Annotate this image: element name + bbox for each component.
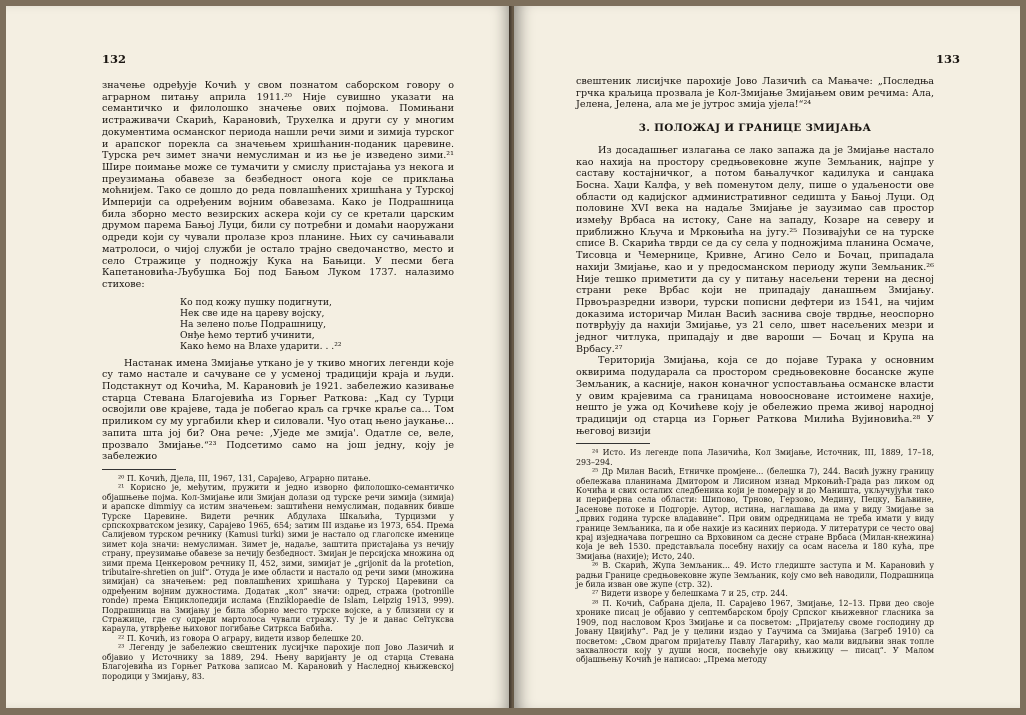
footnote: ²¹ Корисно је, међутим, пружити и једно изворно филолошко-семантичко објашњење појма. Кол-Змијање или Змијан долази од турске речи зимија (зимија) и арапске dimmiyy са истим значењем: заштићени немуслиман, подавник бивше Турске Царевине. Видети речник Абдулаха Шкаљића, Турцизми у српскохрватском језику, Сарајево 1965, 654; затим III издање из 1973, 654. Према Салијевом турском речнику (Kamusi turki) зими је настало од глаголске именице зимет која значи: немуслиман. Зимет је, надаље, заштита пристајања уз нечију страну, преузимање обавезе за нечију безбедност. Змијан је персијска множина од зими према Ценкеровом речнику II, 452, зими, зимијат је „grijonit da la protetion, tributaire-shretien on juif“. Отуда је име области и настало од речи зими (множина зимијан) са значењем: ред повлашћених хришћана у Турској Царевини са одређеним војним дужностима. Додатак „кол“ значи: одред, стража (potronille ronde) према Енциклопедији ислама (Enziklopaedie de Islam, Leipzig 1913, 999). Подрашница на Змијању је била зборно место турске војске, а у близини су и Стражице, где су одреди мартолоса чували стражу. Ту је и данас Сеїтуксва караула, утврђење њиховог погибање Ситркса Бабића. (102, 483, 454, 634)
footnote: ²⁴ Исто. Из легенде попа Лазичића, Кол Змијање, Источник, III, 1889, 17–18, 293–294. (576, 448, 934, 467)
verse-line: Нек све иде на цареву војску, (180, 307, 325, 319)
verse-line: На зелено поље Подрашницу, (180, 318, 327, 330)
verse-line: Ко под кожу пушку подигнути, (180, 296, 332, 308)
poem-quote (180, 297, 454, 352)
left-page (6, 6, 512, 708)
right-page (514, 6, 1020, 708)
footnote: ²⁰ П. Кочић, Дјела, III, 1967, 131, Сарајево, Аграрно питање. (118, 473, 371, 483)
body-paragraph: свештеник лисијчке парохије Јово Лазичић са Мањаче: „Последња грчка краљица прозвала је Кол-Змијање Змијањем овим речима: Ала, Јелена, Јелена, ала ме је јутрос змија ујела!“²⁴ (576, 76, 934, 111)
footnote: ²³ Легенду је забележио свештеник лусијчке парохије поп Јово Лазичић и објавио у Источнику за 1889, 294. Њену варијанту је од старца Стевана Благојевића из Горњег Ратковa записао М. Карановић у Наследној књижевској породици у Змијању, 83. (102, 643, 454, 681)
footnotes (576, 448, 934, 664)
footnote: ²² П. Кочић, из говора О аграру, видети извор белешке 20. (118, 633, 364, 643)
footnotes (102, 474, 454, 681)
footnote-divider (576, 443, 650, 444)
verse-line: Онђе ћемо тертиб учинити, (180, 329, 315, 341)
section-heading: 3. ПОЛОЖАЈ И ГРАНИЦЕ ЗМИЈАЊА (638, 122, 872, 135)
footnote-divider (102, 469, 176, 470)
right-body-text (576, 76, 934, 665)
left-body-text (102, 80, 454, 681)
page-number-right: 133 (935, 52, 960, 66)
body-paragraph: Настанак имена Змијање уткано је у ткиво многих легенди које су тамо настале и сачуване се у усменој традицији краја и људи. Подстакнут од Кочића, М. Карановић је 1921. забележио казивање старца Стевана Благојевића из Горњег Ратковa: „Кад су Турци освојили ове крајеве, тада је побегао краљ са грчке краље са... Том приликом су му ургабили кћер и силовали. Чуо отац њено јаукање... запита шта јој би? Она рече: ‚Уједе ме змија'. Одатле се, веле, прозвало Змијање.“²³ Подсетимо само на још једну, коју је забележио (102, 357, 454, 463)
footnote: ²⁸ П. Кочић, Сабрана дјела, II. Сарајево 1967, Змијање, 12–13. Први део своје хронике писац је објавио у септембарском броју Српског књижевног гласника за 1909, под насловом Кроз Змијање и са посветом: „Пријатељу своме господину др Јовану Цвијићу“. Рад је у целини издао у Гаучима са Змијања (Загреб 1910) са посветом: „Свом драгом пријатељу Павлу Лагарићу, као мали видљиви знак топле захвалности коју у души носи, посвећује ову књижицу — писац“. У Малом објашњењу Кочић је написао: „Према методу (576, 598, 934, 665)
footnote: ²⁷ Видети изворе у белешкама 7 и 25, стр. 244. (592, 589, 788, 599)
body-paragraph: Из досадашњег излагања се лако запажа да је Змијање настало као нахија на простору средњовековне жупе Земљаник, најпре у саставу костајничког, а потом бањалучког кадилука и санџака Босна. Хаџи Калфа, у већ поменутом делу, пише о удаљености ове области од кадијског административног седишта у Бањој Луци. Од половине XVI века на надаље Змијање је заузимао сав простор између Врбаса на истоку, Сане на западу, Козаре на северу и приближно Кључа и Мркоњића на југу.²⁵ Позивајући се на турске списе В. Скарића тврди се да су села у подножјима планина Осмаче, Тисовца и Чемернице, Кривне, Агино Село и Бочац, припадала нахији Змијање, као и у предосманском периоду жупи Земљаник.²⁶ Није тешко приметити да су у питању насељени терени на десној страни реке Врбас који не припадају данашњем Змијању. Првоъразредни извори, турски пописни дефтери из 1541, на чијим доказима историчар Милан Васић заснива своје тврдње, неоспорно потврђују да нахији Змијање, уз 21 село, швет насељених мезри и једног читлука, припадају и две вароши — Бочац и Крупа на Врбасу.²⁷ (576, 144, 934, 355)
verse-line: Како ћемо на Влахе ударити. . .²² (180, 340, 342, 352)
page-number-left: 132 (102, 52, 127, 66)
footnote: ²⁶ В. Скарић, Жупа Земљаник... 49. Исто гледиште заступа и М. Карановић у радњи Границе средњовековне жупе Земљаник, коју смо већ наводили, Подрашница је била изван ове жупе (стр. 32). (576, 561, 934, 590)
book-spread (6, 6, 1020, 708)
footnote: ²⁵ Др Милан Васић, Етничке промјене... (белешка 7), 244. Васић јужну границу обележава планинама Дмитором и Лисином изнад Мркоњић-Града раз ликом од Кочића и свих осталих следбеника који је померају и до Маништа, укључујући тако и периферна села области: Шипово, Трново, Герзово, Медину, Пецку, Баљвине, Јасенове потоке и Подгорје. Аутор, истина, наглашава да има у виду Змијање за „првих година турске владавине“. При овим одредницама не треба имати у виду границе Земљаника, па и обе нахије из касиних периода. У литератури се често овај крај изједначава погрешно са Врховином са десне стране Врбаса (Милан-кнежина) која је већ 1530. представљала посебну нахију са осам насеља и 180 кућа, пре Змијања (нахије); Исто, 240. (576, 467, 934, 561)
body-paragraph: значење одређује Кочић у свом познатом саборском говору о аграрном питању априла 1911.²⁰ Није сувишно указати на семантичко и филолошко значење ових појмова. Помињани истраживачи Скарић, Карановић, Трухелка и други су у многим документима османског периода нашли речи зими и зимија турског и арапског порекла са значењем хришћанин-поданик царевине. Турска реч зимет значи немуслиман и из ње је изведено зими.²¹ Шире поимање може се тумачити у смислу пристајања уз некога и преузимања обавезе за безбедност онога које се приклања моћнијем. Тако се дошло до реда повлашћених хришћана у Турској Империји са одређеним војним обавезама. Како је Подрашница била зборно место везирских аскера који су се кретали царским друмом парема Бањој Луци, били су потребни и домаћи наоружани одреди који су чували пролазе кроз планине. Њих су сачињавали матролоси, о чијој служби је остало трајно сведочанство, место и село Стражице у подножју Кука на Бањици. У песми бега Капетановића-Љубушка Бој под Бањом Луком 1737. налазимо стихове: (102, 80, 454, 290)
body-paragraph: Територија Змијања, која се до појаве Турака у основним оквирима подударала са простором средњовековне босанске жупе Земљаник, а касније, након коначног успостављања османске власти у овим крајевима са границама новооснованe истоимене нахије, нешто је ужа од Кочићеве коју је обележио према живој народној традицији од старца из Горњег Ратковa Милића Вујиновића.²⁸ У његовој визији (576, 355, 934, 437)
